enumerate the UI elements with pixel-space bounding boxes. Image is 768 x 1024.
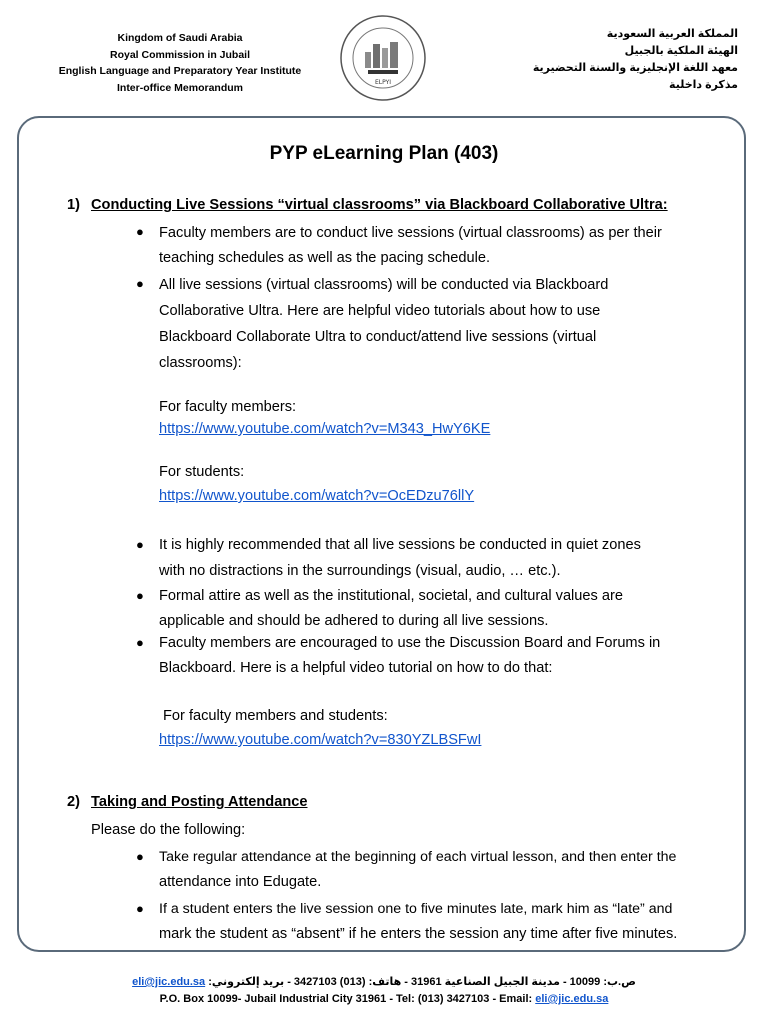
faculty-label: For faculty members: [159,399,297,415]
bullet-text: All live sessions (virtual classrooms) will be conducted via Blackboard [159,277,609,293]
bullet-icon: ● [136,276,144,291]
page-title: PYP eLearning Plan (403) [269,143,499,164]
bullet-text: Blackboard Collaborate Ultra to conduct/attend live sessions (virtual [159,329,597,345]
header-ar-line: مذكرة داخلية [669,79,738,91]
header-ar-line: معهد اللغة الإنجليزية والسنة التحضيرية [532,62,738,74]
logo-seal-icon [338,14,428,102]
bullet-icon: ● [136,588,144,603]
bullet-text: Formal attire as well as the institutional, societal, and cultural values are [159,588,623,604]
bullet-text: Faculty members are encouraged to use the Discussion Board and Forums in [159,635,661,651]
footer-arabic-text: ص.ب: 10099 - مدينة الجبيل الصناعية 31961 - هاتف: (013) 3427103 - بريد إلكتروني: [208,976,636,988]
faculty-tutorial-link[interactable]: https://www.youtube.com/watch?v=M343_HwY6KE [159,421,491,437]
bullet-text: Collaborative Ultra. Here are helpful video tutorials about how to use [159,303,601,319]
bullet-text: mark the student as “absent” if he enters the session any time after five minutes. [159,926,678,942]
header-en-line: Royal Commission in Jubail [109,48,251,61]
section-2-number: 2) [67,794,80,810]
header-ar-line: الهيئة الملكية بالجبيل [624,45,738,57]
bullet-icon: ● [136,635,144,650]
footer-address-text: P.O. Box 10099- Jubail Industrial City 31961 - Tel: (013) 3427103 - Email: [159,993,533,1005]
bullet-text: with no distractions in the surroundings (visual, audio, … etc.). [159,563,561,579]
footer-english-line [0,993,768,1005]
faculty-students-label: For faculty members and students: [163,708,388,724]
bullet-icon: ● [136,224,144,239]
header-arabic [488,26,738,94]
header-en-line: Inter-office Memorandum [116,81,243,94]
bullet-text: classrooms): [159,355,242,371]
students-tutorial-link[interactable]: https://www.youtube.com/watch?v=OcEDzu76llY [159,488,475,504]
bullet-text: applicable and should be adhered to during all live sessions. [159,613,549,629]
footer-email-link[interactable]: eli@jic.edu.sa [535,993,609,1005]
section-2-heading: Taking and Posting Attendance [91,794,308,810]
bullet-text: If a student enters the live session one to five minutes late, mark him as “late” and [159,901,673,917]
bullet-text: Faculty members are to conduct live sessions (virtual classrooms) as per their [159,225,662,241]
header-ar-line: المملكة العربية السعودية [606,28,738,40]
bullet-text: teaching schedules as well as the pacing schedule. [159,250,491,266]
section-1-number: 1) [67,197,80,213]
svg-text:ELPYI: ELPYI [374,79,392,86]
institute-logo [338,14,428,102]
footer-email-link[interactable]: eli@jic.edu.sa [132,976,206,988]
bullet-icon: ● [136,901,144,916]
section-1-heading: Conducting Live Sessions “virtual classrooms” via Blackboard Collaborative Ultra: [91,197,668,213]
bullet-icon: ● [136,849,144,864]
header-en-line: Kingdom of Saudi Arabia [117,32,243,44]
footer-arabic-line [0,975,768,988]
header-en-line: English Language and Preparatory Year Institute [58,65,302,77]
students-label: For students: [159,464,245,480]
bullet-icon: ● [136,537,144,552]
header-english [40,30,320,96]
bullet-text: Blackboard. Here is a helpful video tutorial on how to do that: [159,660,553,676]
bullet-text: attendance into Edugate. [159,874,322,890]
bullet-text: Take regular attendance at the beginning of each virtual lesson, and then enter the [159,849,677,865]
discussion-tutorial-link[interactable]: https://www.youtube.com/watch?v=830YZLBSFwI [159,732,482,748]
bullet-text: It is highly recommended that all live sessions be conducted in quiet zones [159,537,641,553]
section-2-intro: Please do the following: [91,822,246,838]
